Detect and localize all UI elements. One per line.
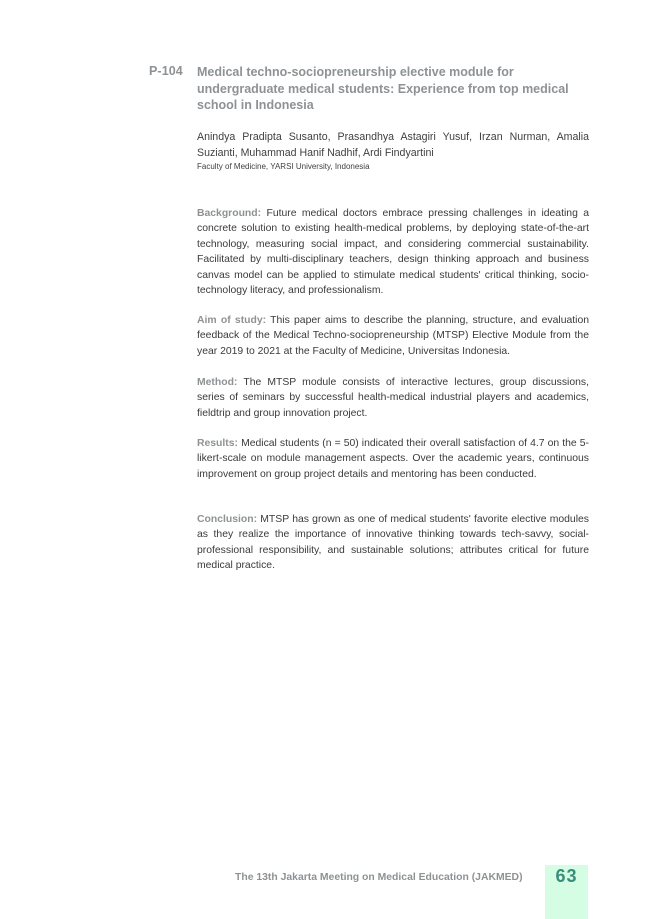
section-text: The MTSP module consists of interactive lectures, group discussions, series of seminars by successful health-medical industrial players and academics, fieldtrip and group innovation project. [197,377,589,419]
section-background [197,206,589,298]
page-number: 63 [555,866,578,886]
section-label: Aim of study: [197,315,267,326]
abstract-id: P-104 [149,64,183,78]
section-text: MTSP has grown as one of medical students' favorite elective modules as they realize the importance of innovative thinking towards tech-savvy, social-professional responsibility, and sustainable solutions; attributes critical for future medical practice. [197,514,589,572]
section-aim-of-study [197,313,589,359]
section-text: Future medical doctors embrace pressing challenges in ideating a concrete solution to existing health-medical problems, by deploying state-of-the-art technology, measuring social impact, and considering commercial sustainability. Facilitated by multi-disciplinary teachers, design thinking approach and business canvas model can be applied to stimulate medical students' critical thinking, socio-technology literacy, and professionalism. [197,208,589,297]
section-text: Medical students (n = 50) indicated their overall satisfaction of 4.7 on the 5-likert-scale on module management aspects. Over the academic years, continuous improvement on group project details and mentoring has been conducted. [197,438,589,480]
section-label: Results: [197,438,238,449]
section-conclusion [197,512,589,574]
section-label: Background: [197,208,262,219]
section-results [197,436,589,482]
footer-conference-name: The 13th Jakarta Meeting on Medical Education (JAKMED) [235,872,523,883]
section-label: Conclusion: [197,514,258,525]
abstract-title: Medical techno-sociopreneurship elective module for undergraduate medical students: Experience from top medical school in Indonesia [197,65,569,113]
section-label: Method: [197,377,238,388]
author-list: Anindya Pradipta Susanto, Prasandhya Astagiri Yusuf, Irzan Nurman, Amalia Suzianti, Muhammad Hanif Nadhif, Ardi Findyartini [197,131,589,159]
affiliation: Faculty of Medicine, YARSI University, Indonesia [197,162,370,171]
page-number-box [545,865,588,919]
section-method [197,375,589,421]
section-text: This paper aims to describe the planning, structure, and evaluation feedback of the Medical Techno-sociopreneurship (MTSP) Elective Module from the year 2019 to 2021 at the Faculty of Medicine, Universitas Indonesia. [197,315,590,357]
